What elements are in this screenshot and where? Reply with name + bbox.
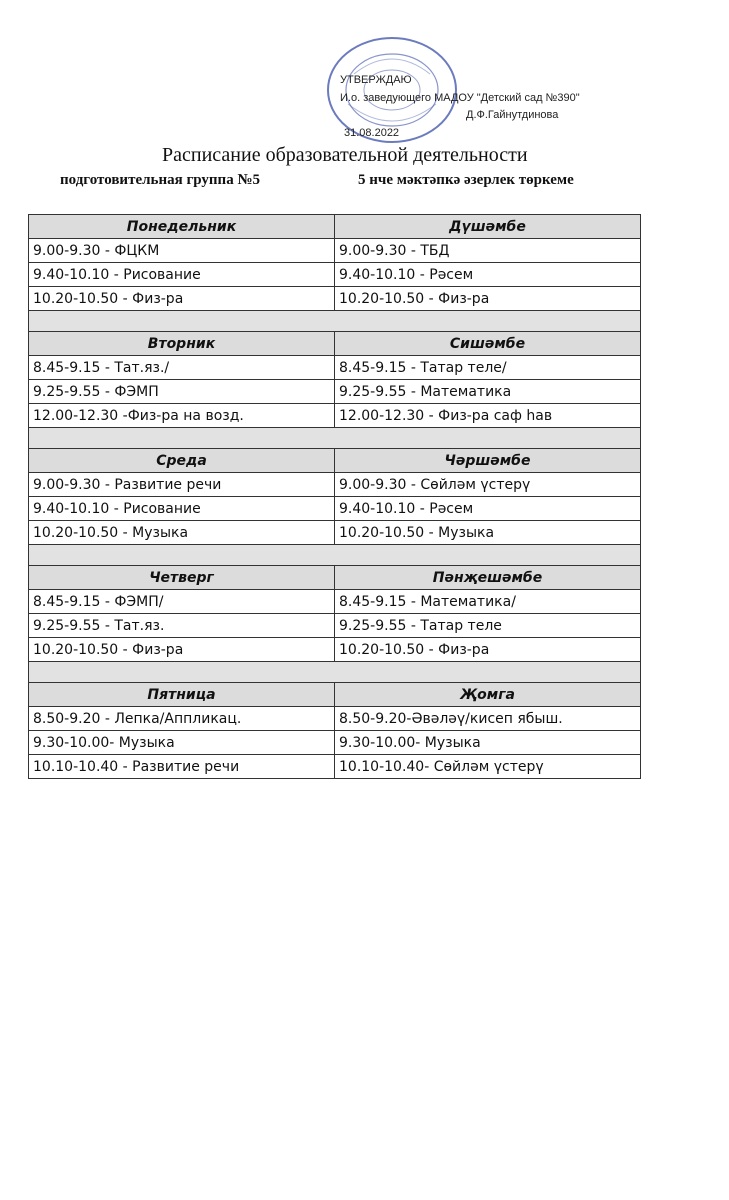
table-row	[29, 287, 641, 311]
approval-date: 31.08.2022	[344, 126, 400, 139]
approval-position: И.о. заведующего МАДОУ "Детский сад №390"	[340, 91, 580, 104]
lesson-cell-tatar: 9.30-10.00- Музыка	[335, 731, 641, 755]
table-row	[29, 356, 641, 380]
separator-cell	[29, 311, 641, 332]
lesson-cell-russian: 8.50-9.20 - Лепка/Аппликац.	[29, 707, 335, 731]
separator-cell	[29, 428, 641, 449]
day-header-row	[29, 566, 641, 590]
subtitle-russian: подготовительная группа №5	[60, 172, 261, 188]
day-heading-tt: Дүшәмбе	[335, 215, 641, 239]
lesson-cell-russian: 9.25-9.55 - ФЭМП	[29, 380, 335, 404]
lesson-cell-tatar: 10.20-10.50 - Музыка	[335, 521, 641, 545]
day-heading-tt: Чәршәмбе	[335, 449, 641, 473]
day-heading-ru: Пятница	[29, 683, 335, 707]
approval-heading: УТВЕРЖДАЮ	[340, 74, 412, 86]
day-heading-ru: Понедельник	[29, 215, 335, 239]
lesson-cell-russian: 9.30-10.00- Музыка	[29, 731, 335, 755]
day-header-row	[29, 683, 641, 707]
day-separator	[29, 311, 641, 332]
lesson-cell-tatar: 8.45-9.15 - Математика/	[335, 590, 641, 614]
lesson-cell-russian: 9.25-9.55 - Тат.яз.	[29, 614, 335, 638]
day-separator	[29, 545, 641, 566]
schedule-table	[28, 214, 641, 779]
day-separator	[29, 662, 641, 683]
day-heading-ru: Вторник	[29, 332, 335, 356]
table-row	[29, 497, 641, 521]
table-row	[29, 638, 641, 662]
lesson-cell-tatar: 9.00-9.30 - ТБД	[335, 239, 641, 263]
lesson-cell-tatar: 12.00-12.30 - Физ-ра саф һав	[335, 404, 641, 428]
approval-block	[340, 72, 580, 142]
day-header-row	[29, 449, 641, 473]
lesson-cell-tatar: 10.20-10.50 - Физ-ра	[335, 638, 641, 662]
table-row	[29, 239, 641, 263]
lesson-cell-russian: 10.20-10.50 - Физ-ра	[29, 287, 335, 311]
page-title: Расписание образовательной деятельности	[162, 144, 528, 166]
day-heading-ru: Четверг	[29, 566, 335, 590]
lesson-cell-russian: 9.00-9.30 - ФЦКМ	[29, 239, 335, 263]
day-heading-tt: Сишәмбе	[335, 332, 641, 356]
lesson-cell-tatar: 9.40-10.10 - Рәсем	[335, 263, 641, 287]
day-header-row	[29, 215, 641, 239]
lesson-cell-russian: 10.10-10.40 - Развитие речи	[29, 755, 335, 779]
day-separator	[29, 428, 641, 449]
table-row	[29, 473, 641, 497]
lesson-cell-tatar: 8.50-9.20-Әвәләү/кисеп ябыш.	[335, 707, 641, 731]
lesson-cell-russian: 9.00-9.30 - Развитие речи	[29, 473, 335, 497]
lesson-cell-russian: 8.45-9.15 - ФЭМП/	[29, 590, 335, 614]
day-heading-ru: Среда	[29, 449, 335, 473]
day-heading-tt: Пәнҗешәмбе	[335, 566, 641, 590]
separator-cell	[29, 545, 641, 566]
table-row	[29, 614, 641, 638]
subtitle-tatar: 5 нче мәктәпкә әзерлек төркеме	[358, 172, 574, 188]
lesson-cell-russian: 12.00-12.30 -Физ-ра на возд.	[29, 404, 335, 428]
day-header-row	[29, 332, 641, 356]
table-row	[29, 404, 641, 428]
lesson-cell-russian: 10.20-10.50 - Физ-ра	[29, 638, 335, 662]
table-row	[29, 521, 641, 545]
lesson-cell-tatar: 10.20-10.50 - Физ-ра	[335, 287, 641, 311]
lesson-cell-russian: 8.45-9.15 - Тат.яз./	[29, 356, 335, 380]
lesson-cell-russian: 9.40-10.10 - Рисование	[29, 263, 335, 287]
table-row	[29, 263, 641, 287]
table-row	[29, 707, 641, 731]
lesson-cell-russian: 9.40-10.10 - Рисование	[29, 497, 335, 521]
table-row	[29, 731, 641, 755]
table-row	[29, 755, 641, 779]
lesson-cell-tatar: 10.10-10.40- Сөйләм үстерү	[335, 755, 641, 779]
lesson-cell-tatar: 9.25-9.55 - Математика	[335, 380, 641, 404]
lesson-cell-tatar: 8.45-9.15 - Татар теле/	[335, 356, 641, 380]
approval-signatory: Д.Ф.Гайнутдинова	[466, 109, 559, 122]
day-heading-tt: Җомга	[335, 683, 641, 707]
table-row	[29, 590, 641, 614]
lesson-cell-tatar: 9.00-9.30 - Сөйләм үстерү	[335, 473, 641, 497]
lesson-cell-tatar: 9.25-9.55 - Татар теле	[335, 614, 641, 638]
separator-cell	[29, 662, 641, 683]
table-row	[29, 380, 641, 404]
lesson-cell-russian: 10.20-10.50 - Музыка	[29, 521, 335, 545]
lesson-cell-tatar: 9.40-10.10 - Рәсем	[335, 497, 641, 521]
